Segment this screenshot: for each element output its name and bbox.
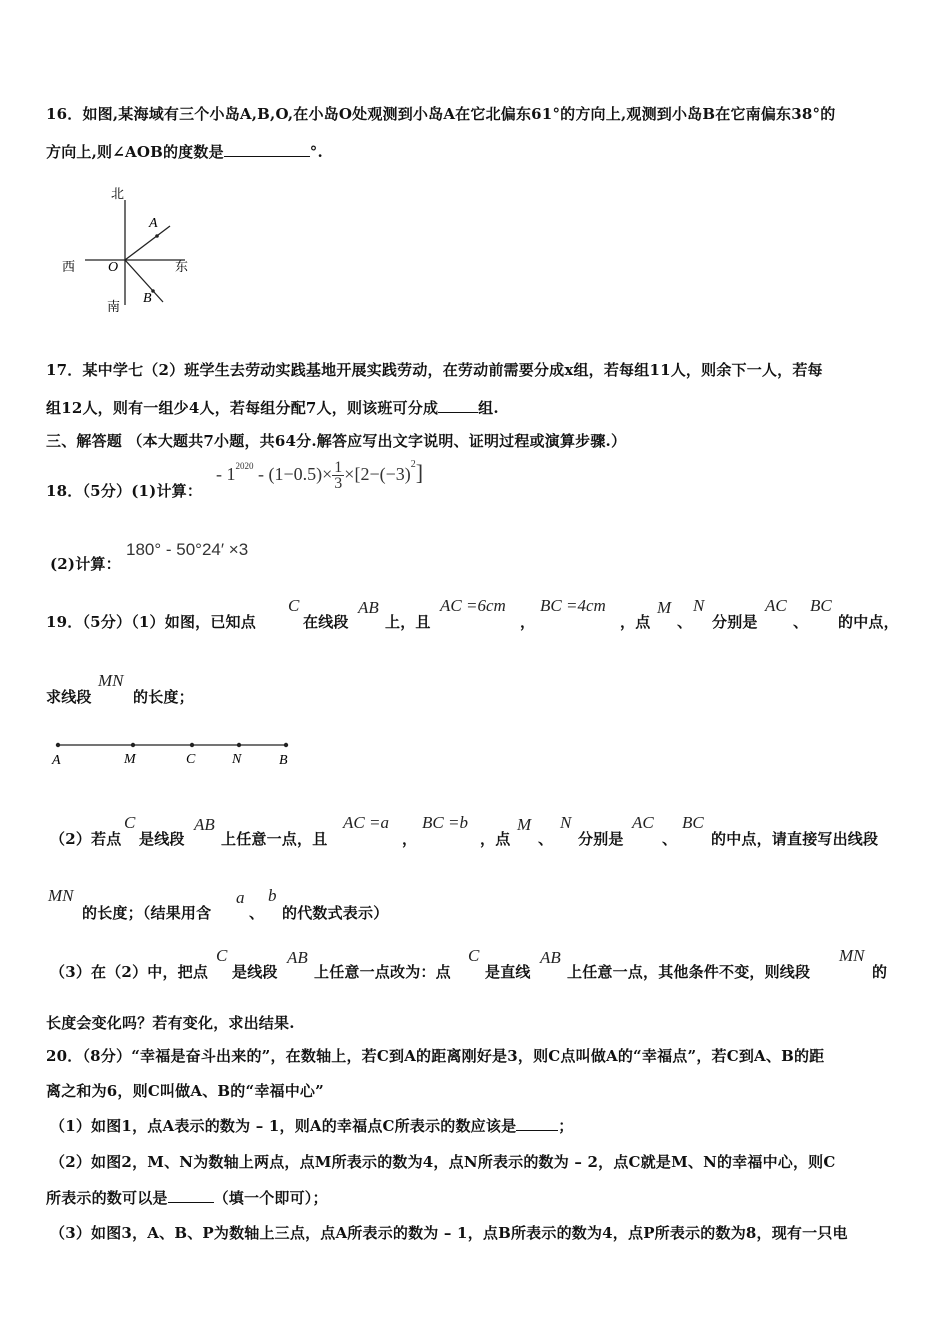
expr1-exponent: 2020 xyxy=(235,461,254,471)
q19-p3-d: 是直线 xyxy=(485,963,531,981)
q19-p2-dun2: 、 xyxy=(662,830,678,848)
q16-line2-text: 方向上,则∠AOB的度数是 xyxy=(46,143,224,161)
expr1-tail: ×[2−(−3) xyxy=(344,464,411,484)
expr1-close-bracket: ] xyxy=(415,460,424,485)
q19-p2-comma: ， xyxy=(402,830,418,848)
q20-line3-end: ； xyxy=(558,1117,574,1135)
q16-line1: 16．如图,某海域有三个小岛A,B,O,在小岛O处观测到小岛A在它北偏东61°的方向上,观测到小岛B在它南偏东38°的 xyxy=(46,105,836,123)
point-n-dot xyxy=(237,743,241,747)
q20-line5 xyxy=(46,1187,328,1208)
q19-p1-c-text: 上，且 xyxy=(385,613,431,631)
q20-line1: 20．（8分）“幸福是奋斗出来的”，在数轴上，若C到A的距离刚好是3，则C点叫做A的“幸福点”，若C到A、B的距 xyxy=(46,1047,825,1065)
q17-line2-text: 组12人，则有一组少4人，若每组分配7人，则该班可分成 xyxy=(46,399,439,417)
segment-figure xyxy=(48,735,298,771)
section-3-heading: 三、解答题 （本大题共7小题，共64分.解答应写出文字说明、证明过程或演算步骤.） xyxy=(46,432,627,450)
q19-p1-g: 求线段 xyxy=(46,688,92,706)
q19-p3-c2: C xyxy=(468,946,480,965)
q19-p1-dun1: 、 xyxy=(677,613,693,631)
q20-line3 xyxy=(50,1115,573,1136)
q20-answer-blank-1[interactable] xyxy=(516,1116,558,1131)
q17-line2 xyxy=(46,397,499,418)
west-label: 西 xyxy=(62,260,76,275)
b-label: B xyxy=(143,291,152,306)
q19-p2-b: 是线段 xyxy=(139,830,185,848)
q20-line4: （2）如图2，M、N为数轴上两点，点M所表示的数为4，点N所表示的数为 – 2，点C就是M、N的幸福中心，则C xyxy=(50,1153,836,1171)
expr1-denominator: 3 xyxy=(334,475,343,493)
q18-expression1 xyxy=(216,460,423,491)
q17-line1: 17．某中学七（2）班学生去劳动实践基地开展实践劳动，在劳动前需要分成x组，若每组11人，则余下一人，若每 xyxy=(46,361,823,379)
q19-p1-h: 的长度； xyxy=(133,688,194,706)
expr1-middle: - (1−0.5)× xyxy=(253,464,333,484)
q19-p1-c: C xyxy=(288,596,300,615)
q20-line3-text: （1）如图1，点A表示的数为 – 1，则A的幸福点C所表示的数应该是 xyxy=(50,1117,517,1135)
q19-p3-c-text: 上任意一点改为：点 xyxy=(314,963,451,981)
label-b: B xyxy=(279,753,288,768)
q19-p2-c: C xyxy=(124,813,136,832)
point-c-dot xyxy=(190,743,194,747)
ray-oa xyxy=(125,226,170,260)
q19-p2-a-var: a xyxy=(236,888,245,907)
q19-p1-ac: AC xyxy=(765,596,787,615)
q19-p2-m: M xyxy=(517,815,532,834)
point-b-dot xyxy=(284,743,288,747)
q16-line2-end: °. xyxy=(309,143,323,161)
q19-p2-ac: AC xyxy=(632,813,654,832)
q19-p1-b: 在线段 xyxy=(303,613,349,631)
q19-p3-e: 上任意一点，其他条件不变，则线段 xyxy=(567,963,811,981)
q19-p2-ab: AB xyxy=(194,815,215,834)
q19-p1-d: ，点 xyxy=(620,613,651,631)
label-n: N xyxy=(232,752,242,767)
expr1-fraction xyxy=(332,460,344,491)
q19-p2-bc: BC xyxy=(682,813,704,832)
label-m: M xyxy=(124,752,136,767)
q19-p2-c-text: 上任意一点，且 xyxy=(221,830,328,848)
q19-p3-ab2: AB xyxy=(540,948,561,967)
q19-p3-c1: C xyxy=(216,946,228,965)
origin-label: O xyxy=(108,260,119,275)
point-b xyxy=(151,289,155,293)
east-label: 东 xyxy=(175,260,189,275)
q19-p2-bcb: BC =b xyxy=(422,813,468,832)
q19-p2-d: ，点 xyxy=(480,830,511,848)
q19-p1-bc4: BC =4cm xyxy=(540,596,606,615)
q19-p3-mn: MN xyxy=(839,946,865,965)
q19-p1-a: 19．（5分）（1）如图，已知点 xyxy=(46,613,256,631)
expr1-square: 2 xyxy=(410,459,416,470)
q19-p3-b: 是线段 xyxy=(232,963,278,981)
expr1-numerator: 1 xyxy=(334,459,343,477)
q19-p3-g: 长度会变化吗？若有变化，求出结果. xyxy=(46,1014,295,1032)
label-c: C xyxy=(186,752,196,767)
q19-p2-e: 分别是 xyxy=(578,830,624,848)
q19-p2-dun1: 、 xyxy=(538,830,554,848)
q19-p1-ac6: AC =6cm xyxy=(440,596,506,615)
q19-p1-mn: MN xyxy=(98,671,124,690)
q19-p2-f: 的中点，请直接写出线段 xyxy=(711,830,879,848)
point-a-dot xyxy=(56,743,60,747)
q20-line5-end: （填一个即可）； xyxy=(213,1189,328,1207)
north-label: 北 xyxy=(111,187,125,202)
q19-p1-m: M xyxy=(657,598,672,617)
q18-expression2: 180° - 50°24′ ×3 xyxy=(126,540,249,559)
q17-line2-end: 组. xyxy=(478,399,499,417)
q19-p2-a: （2）若点 xyxy=(50,830,122,848)
q19-p3-ab1: AB xyxy=(287,948,308,967)
a-label: A xyxy=(149,216,158,231)
q19-p1-f: 的中点， xyxy=(838,613,899,631)
q20-line5-text: 所表示的数可以是 xyxy=(46,1189,168,1207)
q19-p1-dun2: 、 xyxy=(793,613,809,631)
point-a xyxy=(155,234,159,238)
q19-p2-dun3: 、 xyxy=(249,904,265,922)
q19-p1-ab: AB xyxy=(358,598,379,617)
q19-p2-b-var: b xyxy=(268,886,277,905)
q18-part2-label: (2)计算： xyxy=(50,555,121,573)
expr1-neg-one: - 1 xyxy=(216,464,236,484)
q16-answer-blank[interactable] xyxy=(224,142,310,157)
q19-p1-comma: ， xyxy=(520,613,536,631)
q19-p2-h: 的代数式表示） xyxy=(282,904,389,922)
q19-p2-g: 的长度；（结果用含 xyxy=(82,904,212,922)
q19-p3-a: （3）在（2）中，把点 xyxy=(50,963,209,981)
q20-line2: 离之和为6，则C叫做A、B的“幸福中心” xyxy=(46,1082,324,1100)
q20-line6: （3）如图3，A、B、P为数轴上三点，点A所表示的数为 – 1，点B所表示的数为4，点P所表示的数为8，现有一只电 xyxy=(50,1224,848,1242)
south-label: 南 xyxy=(107,300,121,315)
q19-p3-f: 的 xyxy=(872,963,888,981)
q19-p1-n: N xyxy=(693,596,705,615)
label-a: A xyxy=(52,753,61,768)
q16-line2 xyxy=(46,141,323,162)
q19-p2-mn: MN xyxy=(48,886,74,905)
q20-answer-blank-2[interactable] xyxy=(168,1188,214,1203)
q19-p2-n: N xyxy=(560,813,572,832)
q17-answer-blank[interactable] xyxy=(438,398,478,413)
compass-figure xyxy=(55,180,205,320)
q19-p2-aca: AC =a xyxy=(343,813,389,832)
q19-p1-bc: BC xyxy=(810,596,832,615)
point-m-dot xyxy=(131,743,135,747)
q19-p1-e: 分别是 xyxy=(712,613,758,631)
q18-part1-label: 18．（5分）(1)计算： xyxy=(46,482,203,500)
